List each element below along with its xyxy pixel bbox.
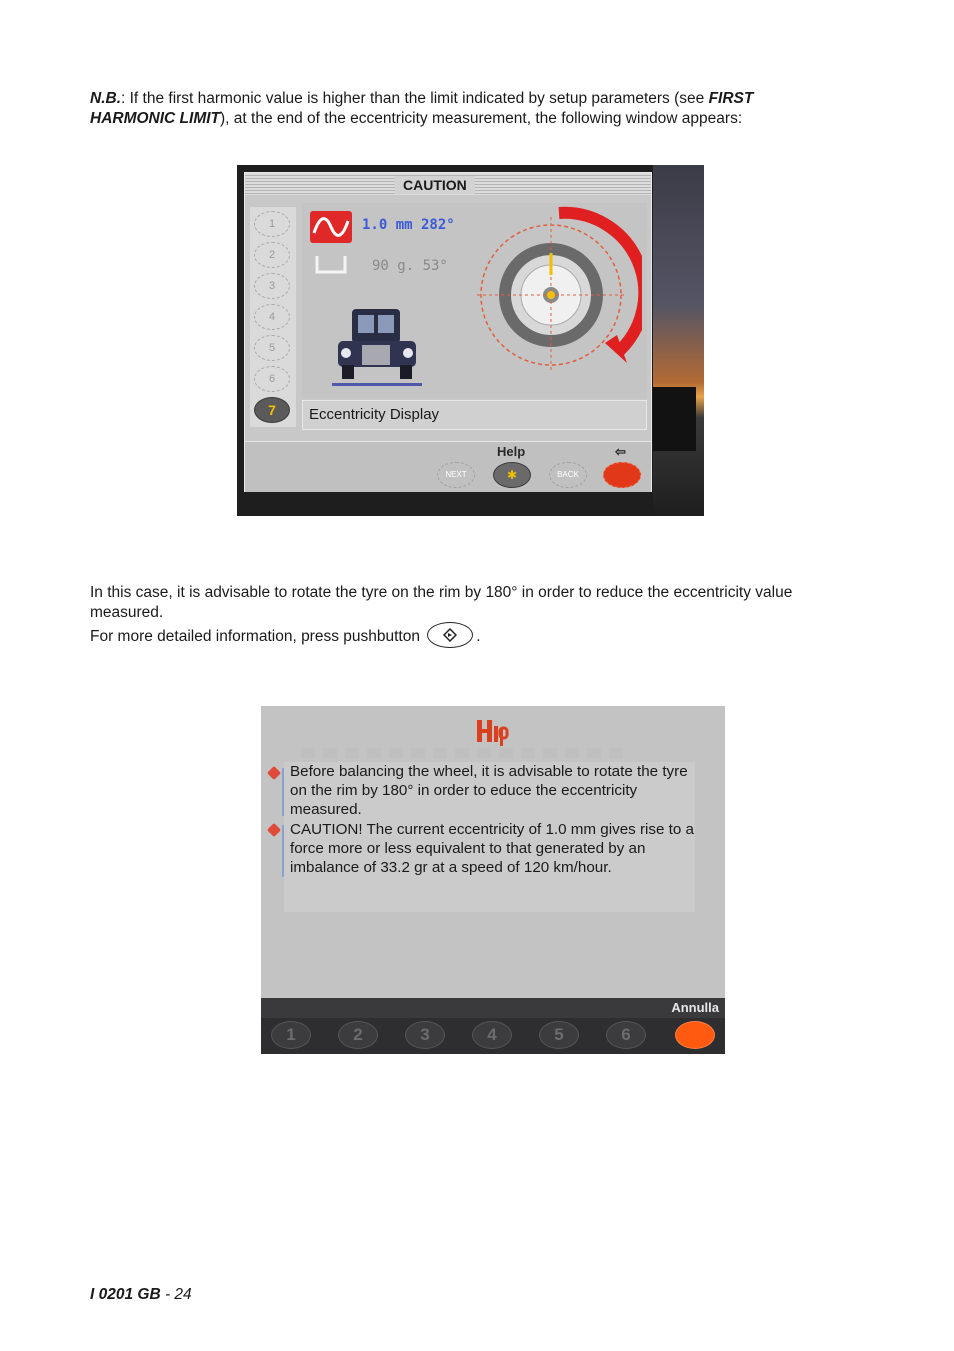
pushbutton-period: . [476, 628, 481, 646]
function-button-1[interactable]: 1 [271, 1021, 311, 1049]
cancel-label: Annulla [671, 1000, 719, 1015]
step-button-1[interactable]: 1 [254, 211, 290, 237]
step-button-4[interactable]: 4 [254, 304, 290, 330]
step-selector [250, 207, 296, 427]
pushbutton-paragraph [90, 624, 810, 650]
help-window-screenshot [261, 706, 725, 1054]
wheel-eccentricity-diagram [477, 203, 642, 393]
intro-paragraph [90, 89, 810, 128]
function-button-3[interactable]: 3 [405, 1021, 445, 1049]
help-icon [475, 718, 509, 748]
back-button[interactable]: BACK [549, 462, 587, 488]
function-button-6[interactable]: 6 [606, 1021, 646, 1049]
first-harmonic-limit-term: FIRST HARMONIC LIMIT [90, 90, 754, 127]
bullet-bar-2 [282, 825, 284, 877]
nb-label: N.B. [90, 90, 121, 107]
step-button-3[interactable]: 3 [254, 273, 290, 299]
step-button-5[interactable]: 5 [254, 335, 290, 361]
help-button[interactable] [493, 462, 531, 488]
measurement-panel [302, 203, 647, 398]
step-button-6[interactable]: 6 [254, 366, 290, 392]
help-pushbutton[interactable] [427, 622, 473, 648]
function-button-5[interactable]: 5 [539, 1021, 579, 1049]
button-bar [261, 998, 725, 1054]
weight-value: 90 g. 53° [372, 258, 448, 274]
decorative-strip [301, 748, 631, 758]
help-paragraph-1: Before balancing the wheel, it is advisable to rotate the tyre on the rim by 180° in order to educe the eccentricity measured. [290, 763, 688, 819]
weight-bracket-icon [314, 253, 348, 275]
exit-icon: ⇦ [615, 444, 626, 459]
eccentricity-wave-icon [310, 211, 352, 243]
window-title-bar [245, 173, 651, 195]
cancel-button[interactable] [675, 1021, 715, 1049]
pushbutton-text: For more detailed information, press pushbutton [90, 628, 420, 646]
bullet-icon-1 [267, 766, 281, 780]
button-label-strip [261, 998, 725, 1018]
page-number: - 24 [160, 1286, 192, 1303]
step-button-2[interactable]: 2 [254, 242, 290, 268]
function-label: Eccentricity Display [302, 400, 647, 430]
function-button-2[interactable]: 2 [338, 1021, 378, 1049]
button-bar [245, 441, 651, 492]
advice-paragraph: In this case, it is advisable to rotate the tyre on the rim by 180° in order to reduce the eccentricity value measured. [90, 584, 793, 621]
help-label: Help [497, 444, 526, 459]
bullet-bar-1 [282, 768, 284, 816]
car-front-icon [332, 303, 424, 393]
step-button-7[interactable]: 7 [254, 397, 290, 423]
next-button[interactable]: NEXT [437, 462, 475, 488]
caution-window [244, 172, 652, 492]
help-paragraph-2: CAUTION! The current eccentricity of 1.0 mm gives rise to a force more or less equivalent to that generated by an imbalance of 33.2 gr at a speed of 120 km/hour. [290, 820, 695, 877]
document-code: I 0201 GB [90, 1286, 161, 1303]
page-footer [90, 1286, 192, 1304]
help-text [290, 762, 700, 877]
intro-text-1: : If the first harmonic value is higher than the limit indicated by setup parameters (see [121, 90, 709, 107]
window-title: CAUTION [395, 176, 475, 194]
background-scenery [653, 165, 704, 516]
help-diamond-icon [443, 628, 457, 642]
exit-button[interactable] [603, 462, 641, 488]
caution-window-screenshot [237, 165, 704, 516]
help-star-icon: ✱ [506, 468, 518, 482]
function-button-4[interactable]: 4 [472, 1021, 512, 1049]
bullet-icon-2 [267, 823, 281, 837]
eccentricity-value: 1.0 mm 282° [362, 217, 455, 233]
intro-text-2: ), at the end of the eccentricity measurement, the following window appears: [220, 109, 743, 127]
